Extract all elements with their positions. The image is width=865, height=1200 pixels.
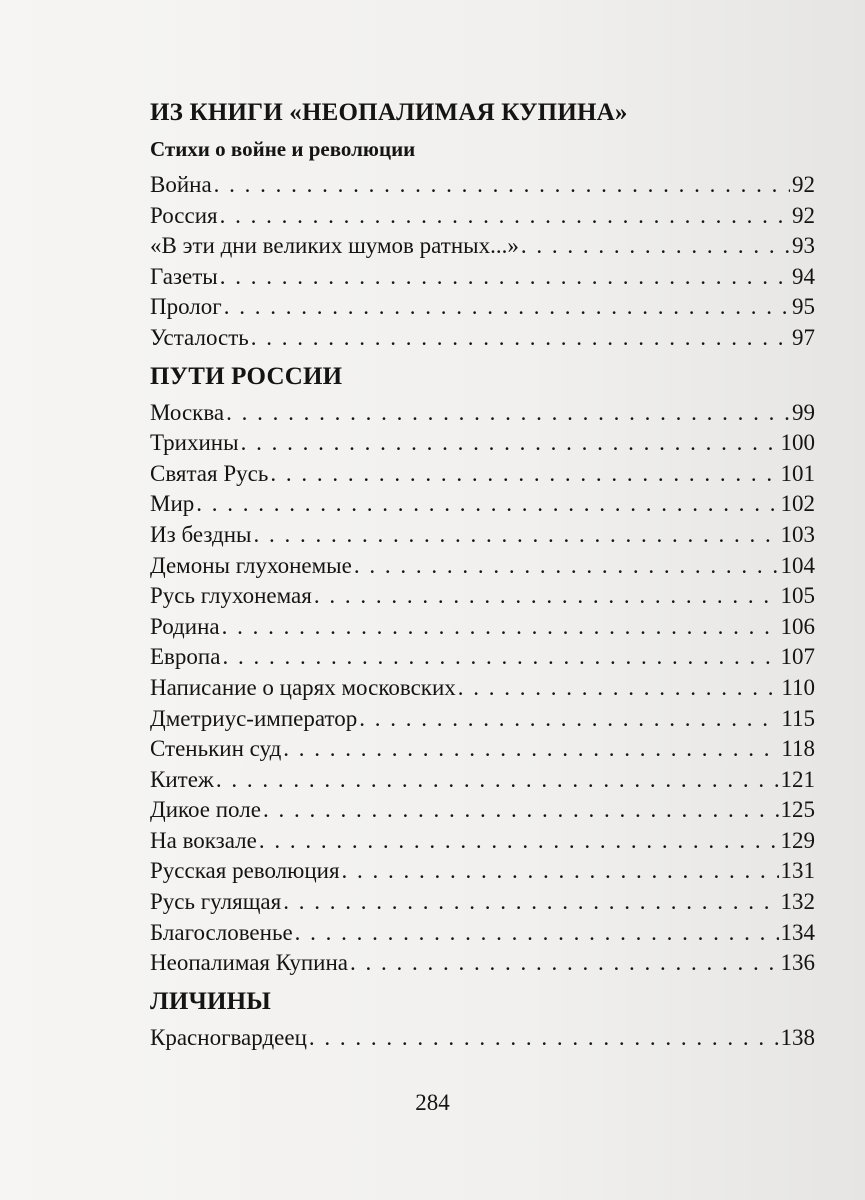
dot-leader bbox=[196, 489, 778, 520]
toc-entry bbox=[150, 704, 815, 735]
dot-leader bbox=[263, 795, 779, 826]
toc-entry-page: 93 bbox=[792, 233, 815, 259]
toc-entry-title: Дметриус-император bbox=[150, 705, 358, 731]
toc-entry-page: 131 bbox=[780, 858, 815, 884]
subsection-title: Стихи о войне и революции bbox=[150, 137, 416, 161]
dot-leader bbox=[314, 581, 779, 612]
toc-entry bbox=[150, 459, 815, 490]
toc-entry-page: 106 bbox=[780, 613, 815, 639]
dot-leader bbox=[241, 428, 779, 459]
toc-entry bbox=[150, 201, 815, 232]
toc-entry-page: 92 bbox=[792, 202, 815, 228]
dot-leader bbox=[283, 887, 778, 918]
dot-leader bbox=[226, 398, 790, 429]
toc-list-masks bbox=[150, 1023, 815, 1054]
dot-leader bbox=[251, 323, 790, 354]
toc-entry-page: 104 bbox=[780, 552, 815, 578]
toc-entry-title: Стенькин суд bbox=[150, 736, 282, 762]
dot-leader bbox=[220, 262, 790, 293]
toc-entry-title: Газеты bbox=[150, 263, 218, 289]
toc-entry bbox=[150, 612, 815, 643]
toc-entry-title: Пролог bbox=[150, 294, 222, 320]
toc-entry-title: Родина bbox=[150, 613, 220, 639]
dot-leader bbox=[521, 231, 790, 262]
toc-entry-page: 97 bbox=[792, 324, 815, 350]
toc-entry-title: Написание о царях московских bbox=[150, 674, 456, 700]
toc-list-paths-of-russia bbox=[150, 398, 815, 979]
section-masks bbox=[150, 985, 815, 1054]
toc-entry-page: 99 bbox=[792, 399, 815, 425]
toc-entry-title: Русская революция bbox=[150, 858, 340, 884]
toc-entry-title: На вокзале bbox=[150, 827, 257, 853]
dot-leader bbox=[253, 520, 778, 551]
table-of-contents bbox=[150, 96, 815, 1053]
toc-entry-page: 121 bbox=[780, 766, 815, 792]
toc-entry-page: 102 bbox=[780, 491, 815, 517]
dot-leader bbox=[309, 1023, 779, 1054]
toc-entry-title: Неопалимая Купина bbox=[150, 950, 349, 976]
toc-entry bbox=[150, 673, 815, 704]
dot-leader bbox=[458, 673, 780, 704]
dot-leader bbox=[216, 765, 779, 796]
toc-entry bbox=[150, 765, 815, 796]
dot-leader bbox=[283, 734, 779, 765]
toc-entry-page: 95 bbox=[792, 294, 815, 320]
toc-entry bbox=[150, 262, 815, 293]
toc-entry bbox=[150, 826, 815, 857]
dot-leader bbox=[259, 826, 779, 857]
toc-entry-title: Дикое поле bbox=[150, 797, 261, 823]
toc-entry bbox=[150, 642, 815, 673]
toc-entry bbox=[150, 292, 815, 323]
toc-entry-page: 103 bbox=[780, 521, 815, 547]
toc-entry-title: Москва bbox=[150, 399, 225, 425]
toc-entry-title: Трихины bbox=[150, 430, 239, 456]
toc-entry-page: 100 bbox=[780, 430, 815, 456]
dot-leader bbox=[359, 704, 779, 735]
toc-entry-page: 138 bbox=[780, 1024, 815, 1050]
dot-leader bbox=[214, 170, 790, 201]
toc-entry-title: Красногвардеец bbox=[150, 1024, 307, 1050]
toc-entry bbox=[150, 856, 815, 887]
dot-leader bbox=[220, 201, 790, 232]
toc-entry-title: Святая Русь bbox=[150, 460, 269, 486]
dot-leader bbox=[222, 642, 778, 673]
toc-entry bbox=[150, 887, 815, 918]
dot-leader bbox=[295, 918, 779, 949]
toc-entry-page: 105 bbox=[780, 583, 815, 609]
toc-entry-title: Европа bbox=[150, 644, 221, 670]
toc-entry bbox=[150, 734, 815, 765]
toc-entry-title: «В эти дни великих шумов ратных...» bbox=[150, 233, 519, 259]
toc-entry-page: 118 bbox=[781, 736, 815, 762]
toc-list-war-poems bbox=[150, 170, 815, 354]
toc-entry-page: 92 bbox=[792, 172, 815, 197]
toc-entry bbox=[150, 918, 815, 949]
toc-entry bbox=[150, 795, 815, 826]
toc-entry bbox=[150, 948, 815, 979]
toc-entry-title: Мир bbox=[150, 491, 195, 517]
toc-entry bbox=[150, 1023, 815, 1054]
toc-entry-page: 132 bbox=[780, 889, 815, 915]
toc-entry-page: 134 bbox=[780, 919, 815, 945]
toc-entry-title: Демоны глухонемые bbox=[150, 552, 352, 578]
toc-entry-title: Из бездны bbox=[150, 521, 252, 547]
toc-entry-title: Китеж bbox=[150, 766, 214, 792]
book-title: ИЗ КНИГИ «НЕОПАЛИМАЯ КУПИНА» bbox=[150, 99, 628, 126]
toc-entry bbox=[150, 489, 815, 520]
dot-leader bbox=[350, 948, 778, 979]
toc-entry bbox=[150, 428, 815, 459]
toc-entry bbox=[150, 520, 815, 551]
toc-entry bbox=[150, 551, 815, 582]
toc-entry-title: Русь гулящая bbox=[150, 889, 282, 915]
toc-entry-page: 136 bbox=[780, 950, 815, 976]
section-title: ПУТИ РОССИИ bbox=[150, 362, 343, 390]
toc-entry-page: 125 bbox=[780, 797, 815, 823]
toc-entry bbox=[150, 170, 815, 201]
dot-leader bbox=[224, 292, 790, 323]
dot-leader bbox=[222, 612, 779, 643]
toc-entry-title: Благословенье bbox=[150, 919, 293, 945]
toc-entry bbox=[150, 231, 815, 262]
toc-entry-title: Русь глухонемая bbox=[150, 583, 312, 609]
toc-entry-page: 115 bbox=[781, 705, 815, 731]
toc-entry bbox=[150, 323, 815, 354]
toc-entry-title: Россия bbox=[150, 202, 218, 228]
dot-leader bbox=[342, 856, 779, 887]
section-paths-of-russia bbox=[150, 360, 815, 979]
dot-leader bbox=[354, 551, 779, 582]
toc-entry-page: 101 bbox=[780, 460, 815, 486]
page-number: 284 bbox=[415, 1090, 450, 1115]
toc-entry bbox=[150, 581, 815, 612]
toc-entry-title: Война bbox=[150, 172, 212, 197]
toc-entry-page: 94 bbox=[792, 263, 815, 289]
toc-entry-page: 107 bbox=[780, 644, 815, 670]
toc-entry-page: 129 bbox=[780, 827, 815, 853]
dot-leader bbox=[270, 459, 778, 490]
toc-entry-title: Усталость bbox=[150, 324, 249, 350]
toc-entry-page: 110 bbox=[781, 674, 815, 700]
toc-entry bbox=[150, 398, 815, 429]
section-title: ЛИЧИНЫ bbox=[150, 987, 272, 1015]
